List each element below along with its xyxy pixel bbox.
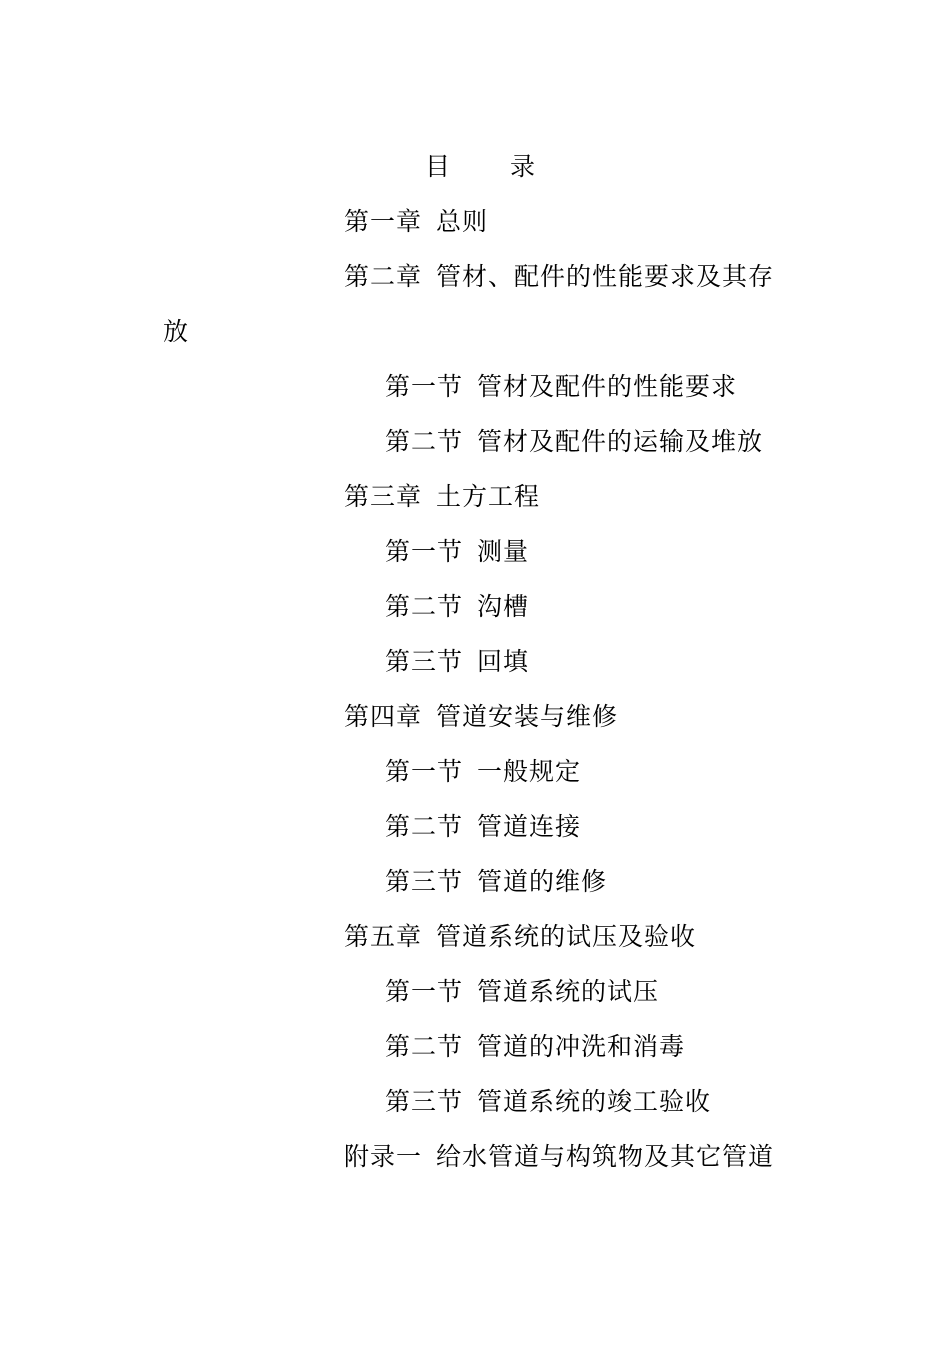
toc-text: 管道系统的试压 [477, 977, 660, 1006]
toc-text: 回填 [477, 647, 530, 676]
toc-text: 管道系统的竣工验收 [477, 1087, 712, 1116]
toc-chapter-5 [344, 922, 696, 952]
toc-number: 第一节 [385, 757, 464, 786]
toc-text: 管材、配件的性能要求及其存 [436, 262, 775, 291]
toc-text: 总则 [436, 207, 489, 236]
toc-number: 第四章 [344, 702, 423, 731]
toc-section-4-1 [385, 757, 581, 787]
toc-section-5-2 [385, 1032, 685, 1062]
toc-section-3-1 [385, 537, 529, 567]
toc-text: 管材及配件的运输及堆放 [477, 427, 764, 456]
toc-section-5-3 [385, 1087, 711, 1117]
toc-number: 第五章 [344, 922, 423, 951]
toc-text: 一般规定 [477, 757, 582, 786]
toc-number: 第一章 [344, 207, 423, 236]
toc-appendix-1 [344, 1142, 774, 1172]
toc-section-2-2 [385, 427, 763, 457]
toc-section-3-3 [385, 647, 529, 677]
toc-section-3-2 [385, 592, 529, 622]
toc-number: 第二节 [385, 592, 464, 621]
toc-section-4-2 [385, 812, 581, 842]
toc-text: 土方工程 [436, 482, 541, 511]
toc-number: 第三节 [385, 647, 464, 676]
toc-title-left: 目 [425, 152, 451, 181]
toc-text: 管道系统的试压及验收 [436, 922, 697, 951]
toc-number: 第一节 [385, 372, 464, 401]
toc-number: 第二节 [385, 427, 464, 456]
toc-text: 管道连接 [477, 812, 582, 841]
toc-text: 沟槽 [477, 592, 530, 621]
toc-number: 第三章 [344, 482, 423, 511]
toc-chapter-2-continuation [163, 317, 189, 347]
toc-title-right: 录 [510, 152, 536, 181]
toc-chapter-4 [344, 702, 618, 732]
toc-text: 管道的冲洗和消毒 [477, 1032, 686, 1061]
toc-chapter-2 [344, 262, 774, 292]
toc-number: 第一节 [385, 977, 464, 1006]
toc-number: 第二节 [385, 1032, 464, 1061]
toc-section-5-1 [385, 977, 659, 1007]
toc-text: 放 [163, 317, 190, 346]
toc-number: 第一节 [385, 537, 464, 566]
toc-text: 管道安装与维修 [436, 702, 619, 731]
toc-number: 第二节 [385, 812, 464, 841]
toc-number: 第三节 [385, 1087, 464, 1116]
toc-text: 测量 [477, 537, 530, 566]
toc-number: 附录一 [344, 1142, 423, 1171]
toc-number: 第三节 [385, 867, 464, 896]
toc-chapter-1 [344, 207, 488, 237]
toc-number: 第二章 [344, 262, 423, 291]
toc-chapter-3 [344, 482, 540, 512]
toc-text: 管材及配件的性能要求 [477, 372, 738, 401]
toc-text: 管道的维修 [477, 867, 608, 896]
toc-section-2-1 [385, 372, 737, 402]
toc-title [425, 152, 535, 182]
toc-text: 给水管道与构筑物及其它管道 [436, 1142, 775, 1171]
toc-section-4-3 [385, 867, 607, 897]
